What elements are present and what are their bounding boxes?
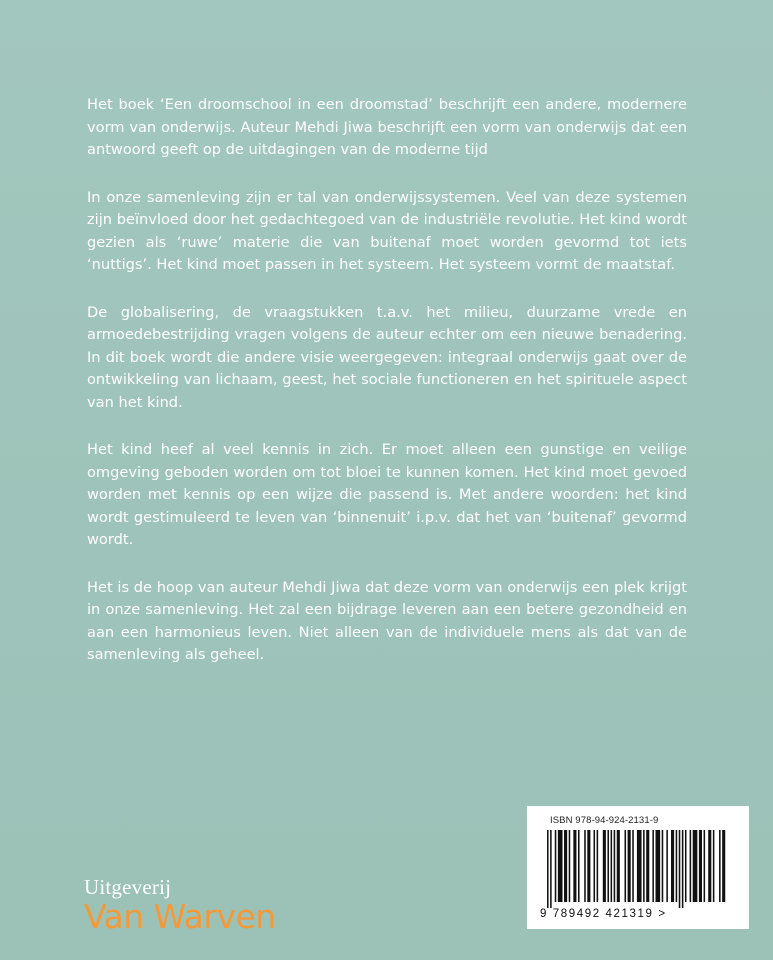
blurb-paragraph-1: Het boek ‘Een droomschool in een droomstad’ beschrijft een andere, modernere vorm van onderwijs. Auteur Mehdi Jiwa beschrijft een vorm van onderwijs dat een antwoord geeft op de uitdagingen van de moderne tijd <box>87 96 687 158</box>
barcode-stripe <box>603 830 606 902</box>
blurb-paragraph-2: In onze samenleving zijn er tal van onderwijssystemen. Veel van deze systemen zijn beïnvloed door het gedachtegoed van de industriële revolutie. Het kind wordt gezien als ‘ruwe’ materie die van buitenaf moet worden gevormd tot iets ‘nuttigs’. Het kind moet passen in het systeem. Het systeem vormt de maatstaf. <box>87 188 687 273</box>
blurb-text <box>87 94 687 692</box>
barcode-stripe <box>625 830 627 902</box>
barcode-stripe <box>652 830 654 902</box>
barcode-stripe <box>646 830 649 902</box>
barcode-stripe <box>685 830 687 902</box>
barcode-bars <box>547 830 731 908</box>
barcode-stripe <box>713 830 715 902</box>
barcode-stripe <box>693 830 698 902</box>
barcode-stripe <box>550 830 552 908</box>
barcode-stripe <box>708 830 711 902</box>
barcode-stripe <box>611 830 613 902</box>
barcode-stripe <box>569 830 571 902</box>
isbn-barcode <box>527 806 749 929</box>
barcode-stripe <box>578 830 580 902</box>
publisher-logo <box>84 875 276 935</box>
barcode-stripe <box>628 830 631 902</box>
barcode-stripe <box>558 830 563 902</box>
barcode-stripe <box>676 830 678 902</box>
barcode-stripe <box>594 830 596 902</box>
barcode-stripe <box>671 830 674 902</box>
blurb-paragraph-5: Het is de hoop van auteur Mehdi Jiwa dat deze vorm van onderwijs een plek krijgt in onze samenleving. Het zal een bijdrage leveren aan een betere gezondheid en aan een harmonieus leven. Niet alleen van de individuele mens als dat van de samenleving als geheel. <box>87 578 687 663</box>
barcode-stripe <box>587 830 590 902</box>
barcode-stripe <box>662 830 664 902</box>
barcode-stripe <box>690 830 692 902</box>
isbn-number: ISBN 978-94-924-2131-9 <box>550 815 659 826</box>
barcode-stripe <box>555 830 557 902</box>
barcode-stripe <box>573 830 576 902</box>
barcode-stripe <box>614 830 616 902</box>
barcode-stripe <box>682 830 684 908</box>
barcode-stripe <box>643 830 645 902</box>
barcode-stripe <box>607 830 609 902</box>
barcode-stripe <box>547 830 549 908</box>
barcode-stripe <box>632 830 634 902</box>
barcode-stripe <box>704 830 706 902</box>
barcode-stripe <box>679 830 681 908</box>
blurb-paragraph-3: De globalisering, de vraagstukken t.a.v. het milieu, duurzame vrede en armoedebestrijding vragen volgens de auteur echter om een nieuwe benadering. In dit boek wordt die andere visie weergegeven: integraal onderwijs gaat over de ontwikkeling van lichaam, geest, het sociale functioneren en het spirituele aspect van het kind. <box>87 303 687 411</box>
barcode-stripe <box>666 830 668 902</box>
barcode-stripe <box>597 830 599 902</box>
barcode-digits: 9 789492 421319 > <box>540 908 667 920</box>
barcode-stripe <box>617 830 620 902</box>
barcode-stripe <box>699 830 702 902</box>
barcode-stripe <box>656 830 661 902</box>
barcode-stripe <box>722 830 725 902</box>
publisher-name: Van Warven <box>84 897 276 936</box>
barcode-stripe <box>719 830 721 902</box>
barcode-stripe <box>637 830 642 902</box>
barcode-stripe <box>584 830 586 902</box>
publisher-label: Uitgeverij <box>84 875 172 899</box>
barcode-stripe <box>564 830 567 902</box>
blurb-paragraph-4: Het kind heef al veel kennis in zich. Er moet alleen een gunstige en veilige omgeving geboden worden om tot bloei te kunnen komen. Het kind moet gevoed worden met kennis op een wijze die passend is. Met andere woorden: het kind wordt gestimuleerd te leven van ‘binnenuit’ i.p.v. dat het van ‘buitenaf’ gevormd wordt. <box>87 441 687 548</box>
